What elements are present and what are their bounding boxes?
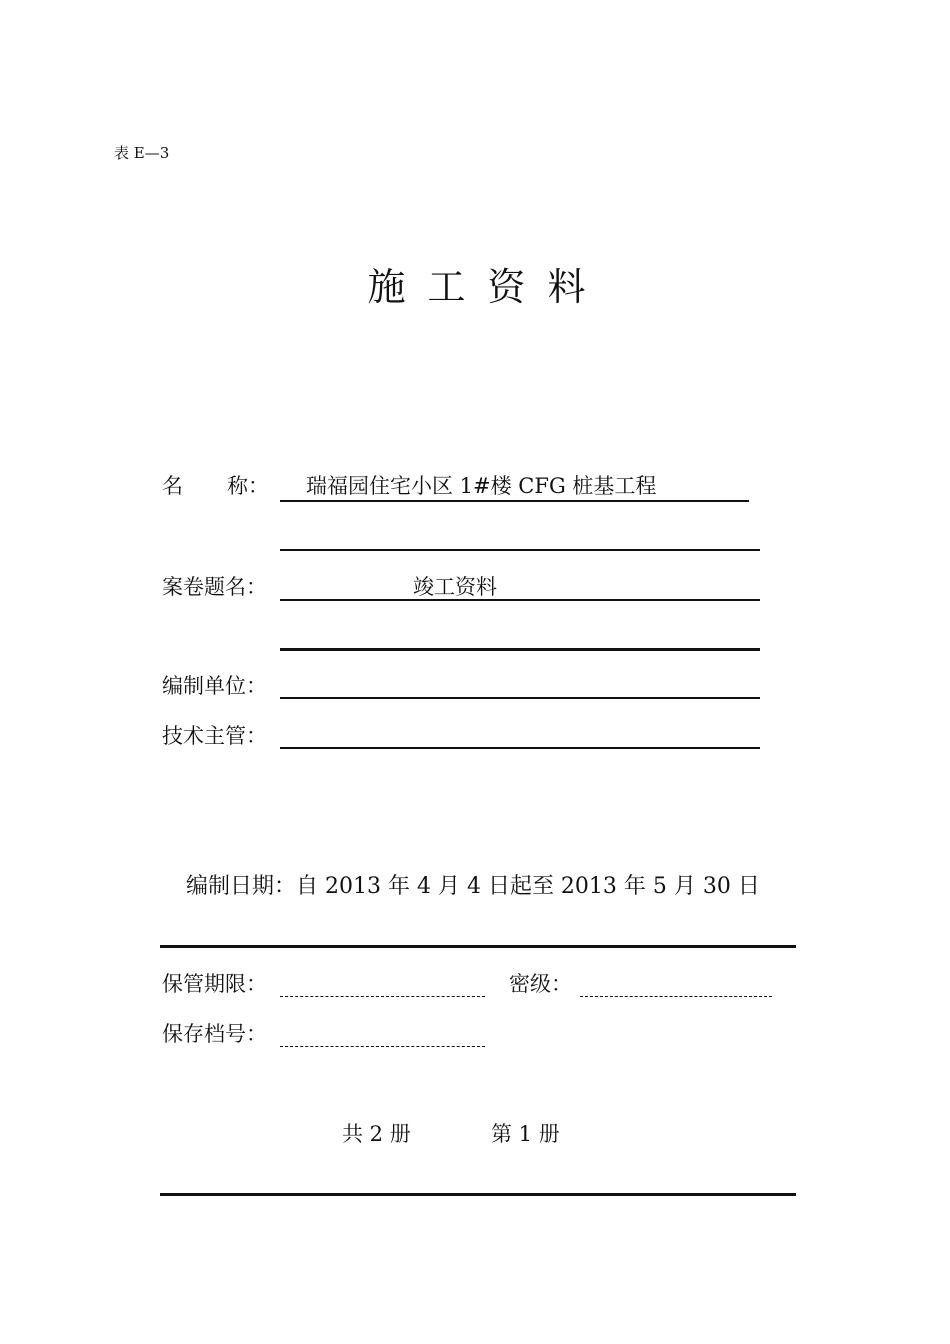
tech-supervisor-label: 技术主管： xyxy=(162,724,267,748)
name-second-line xyxy=(280,549,760,551)
name-value: 瑞福园住宅小区 1#楼 CFG 桩基工程 xyxy=(306,474,657,498)
storage-period-dashline xyxy=(280,996,485,997)
archive-number-label: 保存档号： xyxy=(162,1022,267,1046)
archive-number-dashline xyxy=(280,1046,485,1047)
form-code: 表 E—3 xyxy=(114,144,170,162)
name-label xyxy=(162,470,269,500)
volume-title-underline xyxy=(280,599,760,601)
top-separator xyxy=(160,945,796,948)
name-label-char-1: 名 xyxy=(162,474,183,498)
volume-total: 共 2 册 xyxy=(342,1122,411,1146)
volume-title-label: 案卷题名： xyxy=(162,575,267,599)
secret-level-label: 密级： xyxy=(509,972,572,996)
bottom-separator xyxy=(160,1193,796,1196)
page-title: 施工资料 xyxy=(367,265,608,309)
name-underline xyxy=(280,500,749,502)
volume-title-value: 竣工资料 xyxy=(413,575,497,599)
secret-level-dashline xyxy=(580,996,772,997)
volume-current: 第 1 册 xyxy=(491,1122,560,1146)
name-label-char-2: 称： xyxy=(227,474,269,498)
compile-date: 编制日期：自 2013 年 4 月 4 日起至 2013 年 5 月 30 日 xyxy=(186,874,760,899)
compiler-underline xyxy=(280,697,760,699)
storage-period-label: 保管期限： xyxy=(162,972,267,996)
tech-supervisor-underline xyxy=(280,747,760,749)
volume-title-second-line xyxy=(280,648,760,651)
compiler-label: 编制单位： xyxy=(162,674,267,698)
